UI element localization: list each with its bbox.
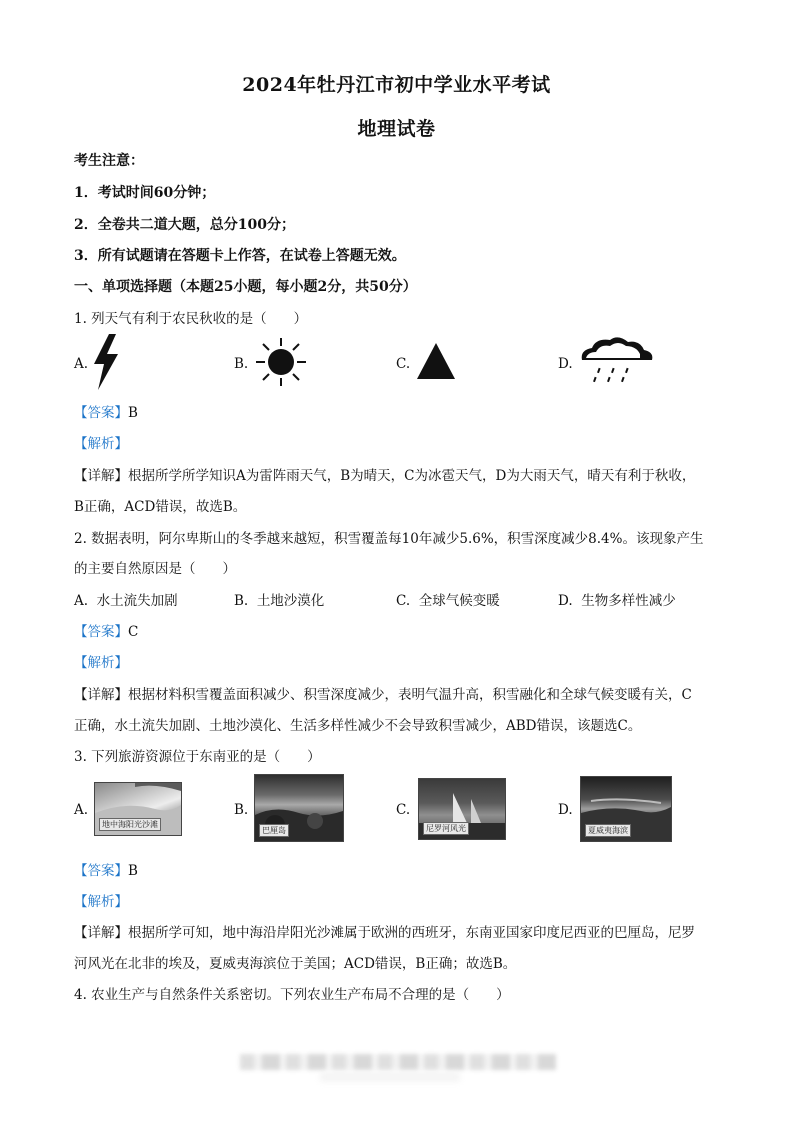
analysis-tag: 【解析】 bbox=[74, 655, 128, 671]
notice-item: 2．全卷共二道大题，总分100分； bbox=[74, 217, 295, 233]
option: D. 生物多样性减少 bbox=[558, 593, 676, 609]
option-label: A. bbox=[74, 802, 89, 818]
detail-text: 根据所学可知，地中海沿岸阳光沙滩属于欧洲的西班牙，东南亚国家印度尼西亚的巴厘岛，尼罗 bbox=[128, 925, 695, 941]
question-stem: 的主要自然原因是（ ） bbox=[74, 561, 236, 577]
photo-caption: 尼罗河风光 bbox=[423, 822, 469, 835]
option: C. 全球气候变暖 bbox=[396, 593, 500, 609]
option: A. 水土流失加剧 bbox=[74, 593, 178, 609]
section-heading: 一、单项选择题（本题25小题，每小题2分，共50分） bbox=[74, 279, 417, 295]
answer-tag: 【答案】 bbox=[74, 405, 128, 421]
answer-line bbox=[74, 401, 138, 421]
question-stem: 2. 数据表明，阿尔卑斯山的冬季越来越短，积雪覆盖每10年减少5.6%，积雪深度减少8.4%。该现象产生 bbox=[74, 531, 704, 547]
option-label: A. bbox=[74, 356, 89, 372]
lightning-icon bbox=[92, 334, 120, 390]
hail-triangle-icon bbox=[416, 343, 456, 379]
answer-line bbox=[74, 859, 138, 879]
answer-value: C bbox=[128, 624, 139, 640]
heavy-rain-icon bbox=[578, 336, 654, 388]
island-photo bbox=[254, 774, 344, 842]
analysis-tag: 【解析】 bbox=[74, 436, 128, 452]
option-label: B. bbox=[234, 356, 249, 372]
answer-value: B bbox=[128, 405, 138, 421]
detail-text: 根据所学所学知识A为雷阵雨天气，B为晴天，C为冰雹天气，D为大雨天气，晴天有利于秋收， bbox=[128, 468, 696, 484]
option-label: B. bbox=[234, 802, 249, 818]
detail-line bbox=[74, 464, 695, 484]
detail-line bbox=[74, 921, 695, 941]
detail-text: 河风光在北非的埃及，夏威夷海滨位于美国；ACD错误，B正确；故选B。 bbox=[74, 956, 517, 972]
question-stem: 1. 列天气有利于农民秋收的是（ ） bbox=[74, 311, 308, 327]
detail-tag: 【详解】 bbox=[74, 468, 128, 484]
detail-tag: 【详解】 bbox=[74, 687, 128, 703]
notice-heading: 考生注意： bbox=[74, 153, 144, 169]
option: B. 土地沙漠化 bbox=[234, 593, 325, 609]
detail-text: B正确，ACD错误，故选B。 bbox=[74, 499, 247, 515]
blurred-footer bbox=[320, 1072, 460, 1082]
option-label: C. bbox=[396, 356, 411, 372]
notice-item: 1．考试时间60分钟； bbox=[74, 185, 216, 201]
blurred-footer bbox=[240, 1054, 556, 1070]
question-stem: 3. 下列旅游资源位于东南亚的是（ ） bbox=[74, 749, 321, 765]
answer-value: B bbox=[128, 863, 138, 879]
exam-title: 2024年牡丹江市初中学业水平考试 bbox=[242, 74, 551, 96]
detail-text: 正确，水土流失加剧、土地沙漠化、生活多样性减少不会导致积雪减少，ABD错误，该题选C。 bbox=[74, 718, 642, 734]
photo-caption: 巴厘岛 bbox=[259, 824, 289, 837]
option-label: D. bbox=[558, 802, 573, 818]
answer-tag: 【答案】 bbox=[74, 863, 128, 879]
analysis-tag: 【解析】 bbox=[74, 894, 128, 910]
exam-subtitle: 地理试卷 bbox=[357, 118, 436, 140]
detail-text: 根据材料积雪覆盖面积减少、积雪深度减少，表明气温升高，积雪融化和全球气候变暖有关，C bbox=[128, 687, 692, 703]
notice-item: 3．所有试题请在答题卡上作答，在试卷上答题无效。 bbox=[74, 248, 406, 264]
detail-tag: 【详解】 bbox=[74, 925, 128, 941]
detail-line bbox=[74, 683, 692, 703]
answer-line bbox=[74, 620, 138, 640]
answer-tag: 【答案】 bbox=[74, 624, 128, 640]
sun-icon bbox=[254, 338, 308, 386]
option-label: D. bbox=[558, 356, 573, 372]
photo-caption: 夏威夷海滨 bbox=[585, 824, 631, 837]
photo-caption: 地中海阳光沙滩 bbox=[99, 818, 161, 831]
nile-photo bbox=[418, 778, 506, 840]
hawaii-photo bbox=[580, 776, 672, 842]
option-label: C. bbox=[396, 802, 411, 818]
question-stem: 4. 农业生产与自然条件关系密切。下列农业生产布局不合理的是（ ） bbox=[74, 987, 510, 1003]
beach-photo bbox=[94, 782, 182, 836]
